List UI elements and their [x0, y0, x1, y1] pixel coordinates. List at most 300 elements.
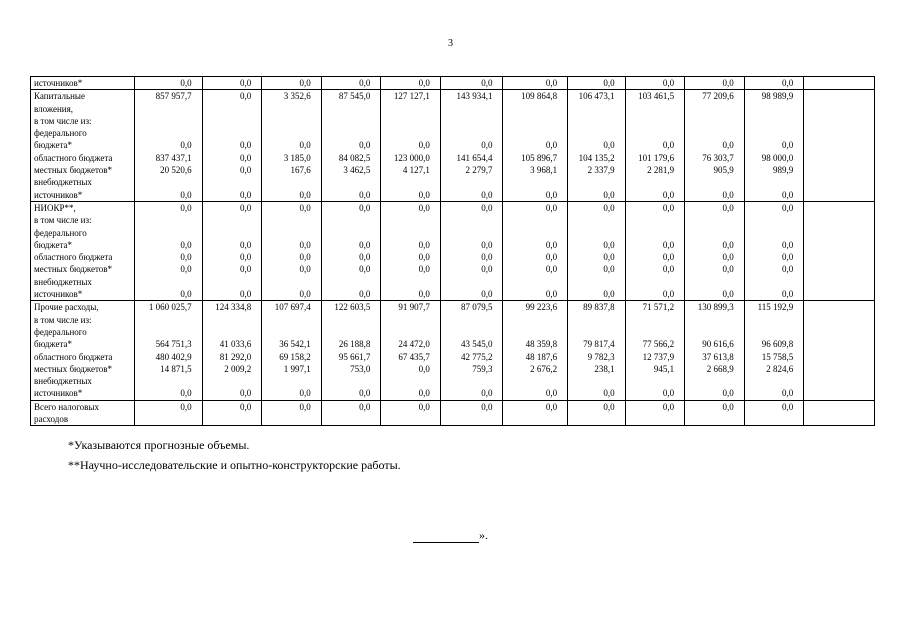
value-line [443, 314, 493, 326]
value-line: 106 473,1 [578, 91, 615, 102]
value-line: 41 033,6 [219, 339, 252, 350]
value-line [324, 375, 371, 387]
row-label-line: федерального [34, 128, 87, 139]
value-line: 0,0 [722, 289, 734, 300]
value-line: 0,0 [239, 252, 252, 263]
value-line: 43 545,0 [460, 339, 493, 350]
value-line: 0,0 [782, 189, 794, 200]
value-line: 141 654,4 [456, 152, 493, 163]
value-line: 0,0 [662, 202, 675, 213]
value-line [570, 227, 615, 239]
row-label-line: бюджета* [34, 239, 73, 250]
value-line [443, 375, 493, 387]
value-line: 0,0 [418, 388, 430, 399]
value-line [505, 176, 557, 188]
value-line [747, 326, 794, 338]
value-line [505, 214, 557, 226]
value-line [137, 326, 192, 338]
value-line: 0,0 [603, 202, 615, 213]
value-line [747, 375, 794, 387]
value-line [205, 314, 252, 326]
budget-table [30, 76, 875, 426]
value-line: 99 223,6 [525, 302, 558, 313]
value-line: 37 613,8 [702, 351, 734, 362]
value-line [383, 326, 430, 338]
page-number: 3 [448, 38, 453, 49]
value-line: 127 127,1 [393, 91, 430, 102]
value-line: 0,0 [722, 239, 734, 250]
value-cell [685, 400, 745, 426]
value-line [137, 176, 192, 188]
empty-cell [804, 77, 875, 90]
value-line [443, 127, 493, 139]
value-line: 0,0 [418, 189, 430, 200]
value-line: 0,0 [418, 401, 430, 412]
value-line: 0,0 [545, 401, 558, 412]
value-line [628, 276, 675, 288]
value-line [687, 103, 734, 115]
value-line: 0,0 [481, 189, 493, 200]
value-line: 857 957,7 [155, 91, 192, 102]
value-cell [568, 77, 626, 90]
value-line: 104 135,2 [578, 152, 615, 163]
value-line [383, 227, 430, 239]
value-line: 0,0 [299, 78, 311, 88]
value-line: 0,0 [545, 78, 558, 88]
value-cell [503, 301, 568, 400]
value-line: 0,0 [603, 189, 615, 200]
value-line: 1 060 025,7 [148, 302, 192, 313]
value-line: 3 185,0 [283, 152, 311, 163]
value-cell [381, 201, 441, 300]
value-line: 480 402,9 [155, 351, 192, 362]
value-line [628, 314, 675, 326]
value-line: 0,0 [782, 388, 794, 399]
value-line [570, 314, 615, 326]
value-line: 98 000,0 [761, 152, 794, 163]
value-cell [440, 90, 503, 202]
row-label-line: местных бюджетов* [34, 363, 113, 374]
empty-cell [804, 90, 875, 202]
value-line [570, 115, 615, 127]
row-label-line: внебюджетных [34, 376, 92, 387]
value-cell [202, 90, 262, 202]
value-line: 0,0 [603, 140, 615, 151]
value-line [205, 375, 252, 387]
value-line [505, 103, 557, 115]
value-line [747, 103, 794, 115]
value-line: 0,0 [359, 289, 371, 300]
value-line [570, 103, 615, 115]
value-line: 0,0 [603, 401, 615, 412]
value-line: 0,0 [418, 140, 430, 151]
value-cell [503, 400, 568, 426]
value-cell [381, 301, 441, 400]
value-line: 103 461,5 [638, 91, 675, 102]
value-line: 90 616,6 [702, 339, 734, 350]
value-line [505, 227, 557, 239]
value-line [687, 276, 734, 288]
value-line: 0,0 [239, 388, 252, 399]
row-label-line: источников* [34, 388, 83, 399]
value-line: 0,0 [722, 401, 734, 412]
row-label-line: внебюджетных [34, 276, 92, 287]
value-line: 0,0 [418, 202, 430, 213]
value-line: 0,0 [722, 388, 734, 399]
value-line: 905,9 [713, 165, 734, 176]
value-line: 0,0 [722, 78, 734, 88]
value-line [324, 103, 371, 115]
value-cell [321, 301, 381, 400]
value-line [264, 127, 311, 139]
table-row [31, 301, 875, 400]
value-line [324, 326, 371, 338]
value-line: 0,0 [239, 140, 252, 151]
value-line [137, 314, 192, 326]
value-line [628, 214, 675, 226]
closing-mark [413, 528, 488, 543]
value-line: 0,0 [782, 264, 794, 275]
value-line [687, 115, 734, 127]
value-line: 12 737,9 [642, 351, 675, 362]
row-label-line: бюджета* [34, 140, 73, 151]
row-label [31, 77, 135, 90]
value-line: 0,0 [603, 239, 615, 250]
value-cell [685, 77, 745, 90]
value-line: 0,0 [481, 202, 493, 213]
value-line: 0,0 [481, 289, 493, 300]
value-cell [744, 77, 804, 90]
value-line [137, 127, 192, 139]
value-line: 0,0 [180, 388, 192, 399]
value-line: 84 082,5 [338, 152, 371, 163]
value-line: 0,0 [662, 78, 675, 88]
value-line [505, 127, 557, 139]
value-line: 0,0 [299, 264, 311, 275]
value-line [628, 127, 675, 139]
value-line [383, 176, 430, 188]
value-cell [202, 77, 262, 90]
value-cell [134, 90, 202, 202]
value-line [264, 115, 311, 127]
row-label-line: внебюджетных [34, 177, 92, 188]
value-line [628, 227, 675, 239]
value-line: 0,0 [481, 264, 493, 275]
value-line [505, 326, 557, 338]
value-line [205, 214, 252, 226]
value-line: 0,0 [180, 264, 192, 275]
value-line [324, 115, 371, 127]
value-line [264, 176, 311, 188]
value-line: 77 209,6 [702, 91, 734, 102]
table-row [31, 77, 875, 90]
value-line: 96 609,8 [761, 339, 794, 350]
value-line [264, 314, 311, 326]
value-line [687, 375, 734, 387]
row-label [31, 201, 135, 300]
row-label-line: источников* [34, 78, 83, 88]
row-label-line: федерального [34, 326, 87, 337]
value-line: 759,3 [472, 363, 493, 374]
value-line: 0,0 [722, 202, 734, 213]
value-line: 0,0 [359, 388, 371, 399]
value-line [747, 127, 794, 139]
value-line [443, 227, 493, 239]
value-line: 0,0 [722, 140, 734, 151]
value-line: 9 782,3 [587, 351, 615, 362]
value-cell [134, 77, 202, 90]
value-cell [262, 90, 322, 202]
value-line: 71 571,2 [642, 302, 675, 313]
value-line: 238,1 [594, 363, 615, 374]
value-cell [625, 400, 685, 426]
value-line [443, 326, 493, 338]
value-line: 0,0 [299, 202, 311, 213]
value-line [687, 127, 734, 139]
signature-line [413, 531, 479, 543]
value-line [205, 326, 252, 338]
value-line: 0,0 [239, 401, 252, 412]
value-line [687, 214, 734, 226]
value-line: 87 079,5 [460, 302, 493, 313]
value-line: 2 676,2 [530, 363, 558, 374]
value-line [570, 127, 615, 139]
value-line: 167,6 [290, 165, 311, 176]
value-line: 0,0 [180, 140, 192, 151]
value-cell [262, 77, 322, 90]
value-line [628, 115, 675, 127]
row-label-line: федерального [34, 227, 87, 238]
value-line [205, 276, 252, 288]
value-line: 0,0 [782, 239, 794, 250]
value-line: 0,0 [299, 239, 311, 250]
value-line [264, 227, 311, 239]
value-line: 0,0 [418, 363, 430, 374]
value-line: 0,0 [239, 189, 252, 200]
value-line: 0,0 [603, 264, 615, 275]
value-line [264, 214, 311, 226]
value-line [324, 276, 371, 288]
value-line: 89 837,8 [583, 302, 615, 313]
value-line: 122 603,5 [334, 302, 371, 313]
value-line: 0,0 [299, 252, 311, 263]
value-line: 0,0 [662, 289, 675, 300]
value-line [383, 115, 430, 127]
value-line: 0,0 [722, 189, 734, 200]
value-line: 837 437,1 [155, 152, 192, 163]
value-line: 0,0 [418, 252, 430, 263]
value-line: 0,0 [782, 401, 794, 412]
value-line [687, 176, 734, 188]
value-line: 101 179,6 [638, 152, 675, 163]
footnote-forecast: *Указываются прогнозные объемы. [68, 438, 250, 452]
value-cell [685, 301, 745, 400]
value-line [570, 214, 615, 226]
value-line: 2 279,7 [465, 165, 493, 176]
value-line [324, 214, 371, 226]
value-line: 0,0 [662, 264, 675, 275]
value-line [443, 276, 493, 288]
value-line [137, 227, 192, 239]
value-line [570, 176, 615, 188]
value-cell [321, 400, 381, 426]
value-line: 26 188,8 [338, 339, 371, 350]
value-line: 42 775,2 [460, 351, 493, 362]
value-line: 0,0 [481, 78, 493, 88]
value-line: 0,0 [481, 388, 493, 399]
empty-cell [804, 400, 875, 426]
value-line: 753,0 [350, 363, 371, 374]
value-line: 0,0 [545, 189, 558, 200]
value-cell [568, 90, 626, 202]
value-line: 0,0 [722, 252, 734, 263]
value-line: 0,0 [359, 189, 371, 200]
value-line: 0,0 [239, 202, 252, 213]
row-label [31, 90, 135, 202]
value-cell [202, 201, 262, 300]
row-label-line: вложения, [34, 103, 74, 114]
value-line: 564 751,3 [155, 339, 192, 350]
footnote-niokr: **Научно-исследовательские и опытно-конструкторские работы. [68, 458, 401, 472]
value-cell [625, 301, 685, 400]
value-line: 0,0 [662, 140, 675, 151]
value-line: 0,0 [299, 388, 311, 399]
value-line [747, 115, 794, 127]
value-cell [262, 400, 322, 426]
value-line [505, 375, 557, 387]
value-line: 0,0 [180, 78, 192, 88]
value-line: 0,0 [603, 78, 615, 88]
value-line: 0,0 [481, 252, 493, 263]
value-cell [202, 301, 262, 400]
value-line: 79 817,4 [583, 339, 615, 350]
value-line: 0,0 [299, 401, 311, 412]
value-line: 143 934,1 [456, 91, 493, 102]
value-cell [381, 400, 441, 426]
row-label-line: в том числе из: [34, 215, 92, 226]
value-line: 0,0 [545, 202, 558, 213]
table-row [31, 201, 875, 300]
value-line: 0,0 [299, 189, 311, 200]
value-line [383, 214, 430, 226]
row-label-line: источников* [34, 289, 83, 300]
row-label-line: источников* [34, 189, 83, 200]
value-cell [744, 90, 804, 202]
value-line: 0,0 [782, 289, 794, 300]
value-line [205, 103, 252, 115]
value-cell [503, 90, 568, 202]
value-line: 3 462,5 [343, 165, 371, 176]
value-line: 14 871,5 [160, 363, 192, 374]
value-line: 0,0 [239, 239, 252, 250]
value-line: 0,0 [239, 264, 252, 275]
value-line [505, 115, 557, 127]
row-label-line: НИОКР**, [34, 202, 76, 213]
value-line: 105 896,7 [521, 152, 558, 163]
value-line [264, 375, 311, 387]
value-cell [381, 90, 441, 202]
value-line: 0,0 [662, 239, 675, 250]
value-line [747, 214, 794, 226]
value-line: 87 545,0 [338, 91, 371, 102]
row-label-line: областного бюджета [34, 252, 113, 263]
value-cell [134, 301, 202, 400]
value-line: 48 187,6 [525, 351, 558, 362]
row-label-line: местных бюджетов* [34, 165, 113, 176]
value-line: 2 337,9 [587, 165, 615, 176]
value-line: 0,0 [418, 78, 430, 88]
value-line [747, 227, 794, 239]
value-cell [685, 90, 745, 202]
value-cell [685, 201, 745, 300]
closing-quote: ». [479, 528, 488, 542]
value-line: 0,0 [603, 252, 615, 263]
value-line: 95 661,7 [338, 351, 371, 362]
value-cell [262, 201, 322, 300]
value-line [383, 375, 430, 387]
value-line [443, 115, 493, 127]
row-label [31, 301, 135, 400]
value-line: 2 824,6 [766, 363, 794, 374]
table-row [31, 400, 875, 426]
value-line: 67 435,7 [398, 351, 430, 362]
value-line: 989,9 [773, 165, 794, 176]
row-label-line: Всего налоговых [34, 401, 99, 412]
value-line: 0,0 [299, 140, 311, 151]
value-line: 0,0 [359, 401, 371, 412]
value-line: 0,0 [662, 252, 675, 263]
value-line [747, 176, 794, 188]
value-line: 0,0 [239, 289, 252, 300]
value-line: 0,0 [359, 264, 371, 275]
value-cell [744, 301, 804, 400]
value-cell [625, 201, 685, 300]
value-line: 0,0 [481, 140, 493, 151]
value-line: 36 542,1 [279, 339, 311, 350]
value-line: 0,0 [180, 189, 192, 200]
value-line: 76 303,7 [702, 152, 734, 163]
value-cell [381, 77, 441, 90]
value-line [137, 115, 192, 127]
value-cell [134, 201, 202, 300]
value-line [628, 375, 675, 387]
value-line [383, 127, 430, 139]
value-line: 1 997,1 [283, 363, 311, 374]
value-line: 24 472,0 [398, 339, 430, 350]
value-line [628, 103, 675, 115]
value-cell [262, 301, 322, 400]
value-line: 0,0 [239, 165, 252, 176]
value-line: 77 566,2 [642, 339, 675, 350]
value-line: 0,0 [662, 189, 675, 200]
value-line [383, 103, 430, 115]
value-line: 0,0 [180, 202, 192, 213]
value-line [205, 115, 252, 127]
value-line: 4 127,1 [402, 165, 430, 176]
value-line: 0,0 [299, 289, 311, 300]
value-cell [744, 201, 804, 300]
table-row [31, 90, 875, 202]
value-line [383, 276, 430, 288]
value-line [687, 326, 734, 338]
empty-cell [804, 301, 875, 400]
value-line: 107 697,4 [274, 302, 311, 313]
value-line: 0,0 [481, 239, 493, 250]
value-line: 3 968,1 [530, 165, 558, 176]
value-line: 0,0 [180, 239, 192, 250]
value-cell [568, 301, 626, 400]
value-line: 0,0 [418, 264, 430, 275]
